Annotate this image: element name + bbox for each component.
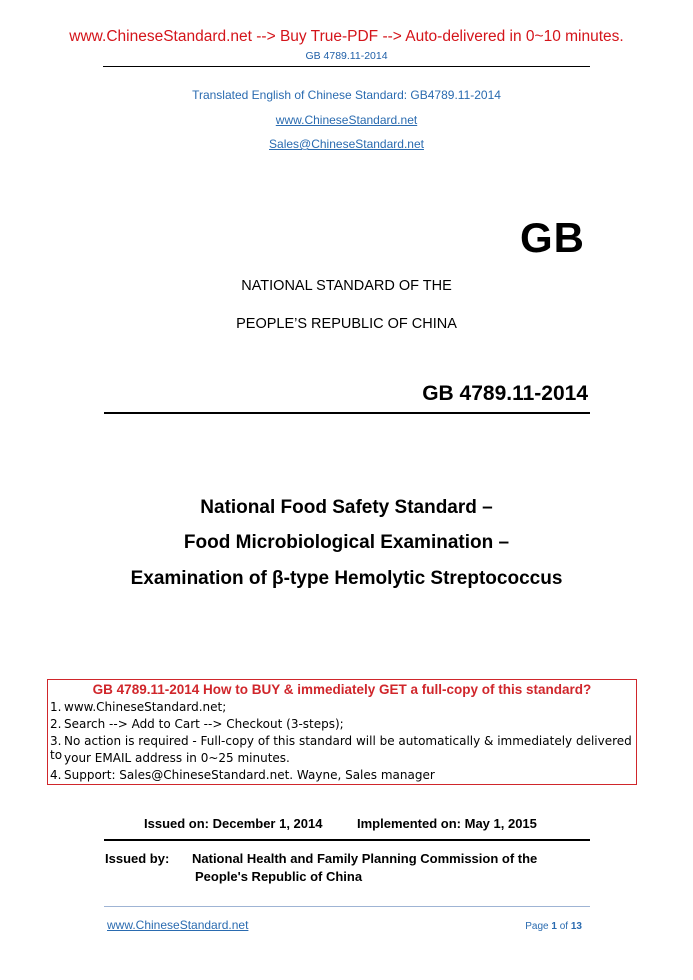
website-link[interactable]: www.ChineseStandard.net bbox=[275, 113, 418, 127]
national-standard-line-2: PEOPLE’S REPUBLIC OF CHINA bbox=[236, 316, 457, 332]
purchase-heading: GB 4789.11-2014 How to BUY & immediately GET a full-copy of this standard? bbox=[92, 682, 592, 697]
list-item: 1. www.ChineseStandard.net; bbox=[50, 700, 227, 714]
footer-divider bbox=[104, 906, 590, 907]
purchase-info-box bbox=[47, 679, 637, 785]
list-item: 2. Search --> Add to Cart --> Checkout (3-steps); bbox=[50, 717, 344, 731]
footer-website-link[interactable]: www.ChineseStandard.net bbox=[107, 918, 249, 932]
top-banner[interactable]: www.ChineseStandard.net --> Buy True-PDF --> Auto-delivered in 0~10 minutes. bbox=[69, 28, 624, 45]
implemented-date: Implemented on: May 1, 2015 bbox=[357, 816, 537, 831]
title-line-1: National Food Safety Standard – bbox=[200, 497, 493, 518]
list-item: your EMAIL address in 0~25 minutes. bbox=[64, 751, 290, 765]
standard-code: GB 4789.11-2014 bbox=[422, 382, 588, 405]
masthead-divider bbox=[104, 412, 590, 414]
gb-mark: GB bbox=[520, 214, 585, 261]
page-indicator: Page 1 of 13 bbox=[525, 921, 582, 932]
list-item: 4. Support: Sales@ChineseStandard.net. Wayne, Sales manager bbox=[50, 768, 435, 782]
title-line-3: Examination of β-type Hemolytic Streptococcus bbox=[130, 568, 563, 589]
issuer-line-1: National Health and Family Planning Commission of the bbox=[192, 851, 538, 866]
translated-note: Translated English of Chinese Standard: GB4789.11-2014 bbox=[192, 88, 501, 102]
issued-date: Issued on: December 1, 2014 bbox=[144, 816, 323, 831]
header-divider bbox=[103, 66, 590, 67]
title-line-2: Food Microbiological Examination – bbox=[183, 532, 510, 553]
list-item: 3. No action is required - Full-copy of this standard will be automatically & immediately delivered to bbox=[50, 734, 632, 762]
national-standard-line-1: NATIONAL STANDARD OF THE bbox=[241, 278, 452, 294]
header-standard-code: GB 4789.11-2014 bbox=[305, 50, 388, 62]
issued-by-label: Issued by: bbox=[105, 851, 170, 866]
issuer-line-2: People's Republic of China bbox=[195, 869, 363, 884]
email-link[interactable]: Sales@ChineseStandard.net bbox=[269, 137, 424, 151]
dates-divider bbox=[104, 839, 590, 841]
